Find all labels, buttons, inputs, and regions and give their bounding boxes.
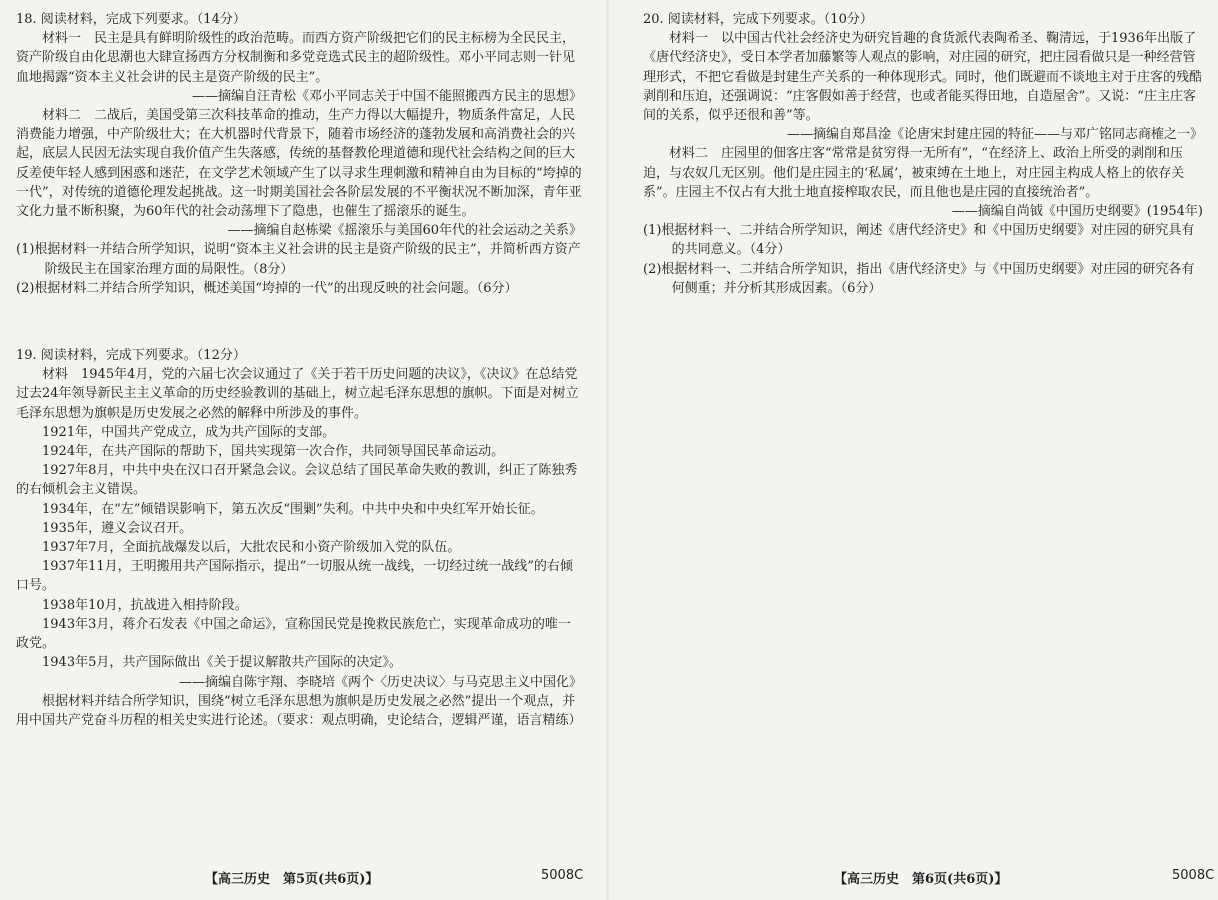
q18-material-1-source: ——摘编自汪青松《邓小平同志关于中国不能照搬西方民主的思想》 [191,88,582,104]
question-18-header: 18. 阅读材料，完成下列要求。（14分） [16,12,246,27]
question-20 [643,10,1203,298]
q18-material-1: 材料一 民主是具有鲜明阶级性的政治范畴。而西方资产阶级把它们的民主标榜为全民民主，资产阶级自由化思潮也大肆宣扬西方分权制衡和多党竞选式民主的超阶级性。邓小平同志则一针见血地揭露“资本主义社会讲的民主是资产阶级的民主”。 [16,31,576,85]
q19-event: 1924年，在共产国际的帮助下，国共实现第一次合作，共同领导国民革命运动。 [42,444,505,460]
page-5-footer-title: 【高三历史 第5页(共6页)】 [205,872,379,887]
spacer [16,298,582,346]
q19-event: 1943年3月，蒋介石发表《中国之命运》，宣称国民党是挽救民族危亡，实现革命成功的唯一政党。 [16,616,571,652]
q18-subquestion-1: (1)根据材料一并结合所学知识，说明“资本主义社会讲的民主是资产阶级的民主”，并简析西方资产阶级民主在国家治理方面的局限性。（8分） [16,242,581,277]
q19-task: 根据材料并结合所学知识，围绕“树立毛泽东思想为旗帜是历史发展之必然”提出一个观点，并用中国共产党奋斗历程的相关史实进行论述。（要求：观点明确，史论结合，逻辑严谨，语言精练） [16,693,582,728]
page-5-footer [205,868,378,887]
page-6-code: 5008C [1172,868,1215,883]
q18-material-2: 材料二 二战后，美国受第三次科技革命的推动，生产力得以大幅提升，物质条件富足，人民消费能力增强，中产阶级壮大；在大机器时代背景下，随着市场经济的蓬勃发展和高消费社会的兴起，底层人民因无法实现自我价值产生失落感，传统的基督教伦理道德和现代社会结构之间的巨大反差使年轻人感到困惑和迷茫，在文学艺术领域产生了以寻求生理刺激和精神自由为目标的“垮掉的一代”，对传统的道德伦理发起挑战。这一时期美国社会各阶层发展的不平衡状况不断加深，青年亚文化力量不断积聚，为60年代的社会动荡埋下了隐患，也催生了摇滚乐的诞生。 [16,108,582,220]
q19-event: 1927年8月，中共中央在汉口召开紧急会议。会议总结了国民革命失败的教训，纠正了陈独秀的右倾机会主义错误。 [16,463,578,498]
q20-material-1-source: ——摘编自郑昌淦《论唐宋封建庄园的特征——与邓广铭同志商榷之一》 [786,127,1203,143]
q20-subquestion-1: (1)根据材料一、二并结合所学知识，阐述《唐代经济史》和《中国历史纲要》对庄园的研究具有的共同意义。（4分） [643,223,1195,258]
q18-material-2-source: ——摘编自赵栋梁《摇滚乐与美国60年代的社会运动之关系》 [227,223,582,239]
q20-material-2: 材料二 庄园里的佃客庄客“常常是贫穷得一无所有”，“在经济上、政治上所受的剥削和压迫，与农奴几无区别。他们是庄园主的‘私属’，被束缚在土地上，对庄园主构成人格上的依存关系”。庄园主不仅占有大批土地直接榨取农民，而且他也是庄园的直接统治者”。 [643,146,1185,200]
q19-event: 1943年5月，共产国际做出《关于提议解散共产国际的决定》。 [42,655,402,671]
q19-event: 1935年，遵义会议召开。 [42,520,193,536]
page-6-footer [834,868,1007,887]
page-5-code: 5008C [541,868,584,883]
q19-material-source: ——摘编自陈宇翔、李晓培《两个〈历史决议〉与马克思主义中国化》 [178,674,582,690]
question-18 [16,10,582,298]
q19-event: 1921年，中国共产党成立，成为共产国际的支部。 [42,424,336,440]
question-20-header: 20. 阅读材料，完成下列要求。（10分） [643,12,873,27]
q18-subquestion-2: (2)根据材料二并结合所学知识，概述美国“垮掉的一代”的出现反映的社会问题。（6分） [16,280,518,296]
question-19 [16,346,582,730]
q20-material-2-source: ——摘编自尚钺《中国历史纲要》(1954年) [951,204,1203,220]
q20-material-1: 材料一 以中国古代社会经济史为研究旨趣的食货派代表陶希圣、鞠清远，于1936年出版了《唐代经济史》，受日本学者加藤繁等人观点的影响，对庄园的研究，把庄园看做只是一种经营管理形式，不把它看做是封建生产关系的一种体现形式。同时，他们既避而不谈地主对于庄客的残酷剥削和压迫，还强调说：“庄客假如善于经营，也或者能买得田地，自造屋舍”。又说：“庄主庄客间的关系，似乎还很和善”等。 [643,31,1203,124]
question-19-header: 19. 阅读材料，完成下列要求。（12分） [16,348,246,364]
q19-event: 1937年11月，王明搬用共产国际指示，提出“一切服从统一战线，一切经过统一战线”的右倾口号。 [16,559,573,594]
q19-event: 1934年，在“左”倾错误影响下，第五次反“围剿”失利。中共中央和中央红军开始长征。 [42,501,544,517]
q19-event: 1938年10月，抗战进入相持阶段。 [42,597,248,613]
page-5-content [16,10,582,730]
page-6-footer-title: 【高三历史 第6页(共6页)】 [834,872,1008,887]
page-6-content [643,10,1203,298]
q19-event: 1937年7月，全面抗战爆发以后，大批农民和小资产阶级加入党的队伍。 [42,540,461,556]
exam-page-6 [609,0,1218,900]
q19-material-intro: 材料 1945年4月，党的六届七次会议通过了《关于若干历史问题的决议》，《决议》在总结党过去24年领导新民主主义革命的历史经验教训的基础上，树立起毛泽东思想的旗帜。下面是对树立毛泽东思想为旗帜是历史发展之必然的解释中所涉及的事件。 [16,367,579,421]
q20-subquestion-2: (2)根据材料一、二并结合所学知识，指出《唐代经济史》与《中国历史纲要》对庄园的研究各有何侧重；并分析其形成因素。（6分） [643,261,1195,296]
